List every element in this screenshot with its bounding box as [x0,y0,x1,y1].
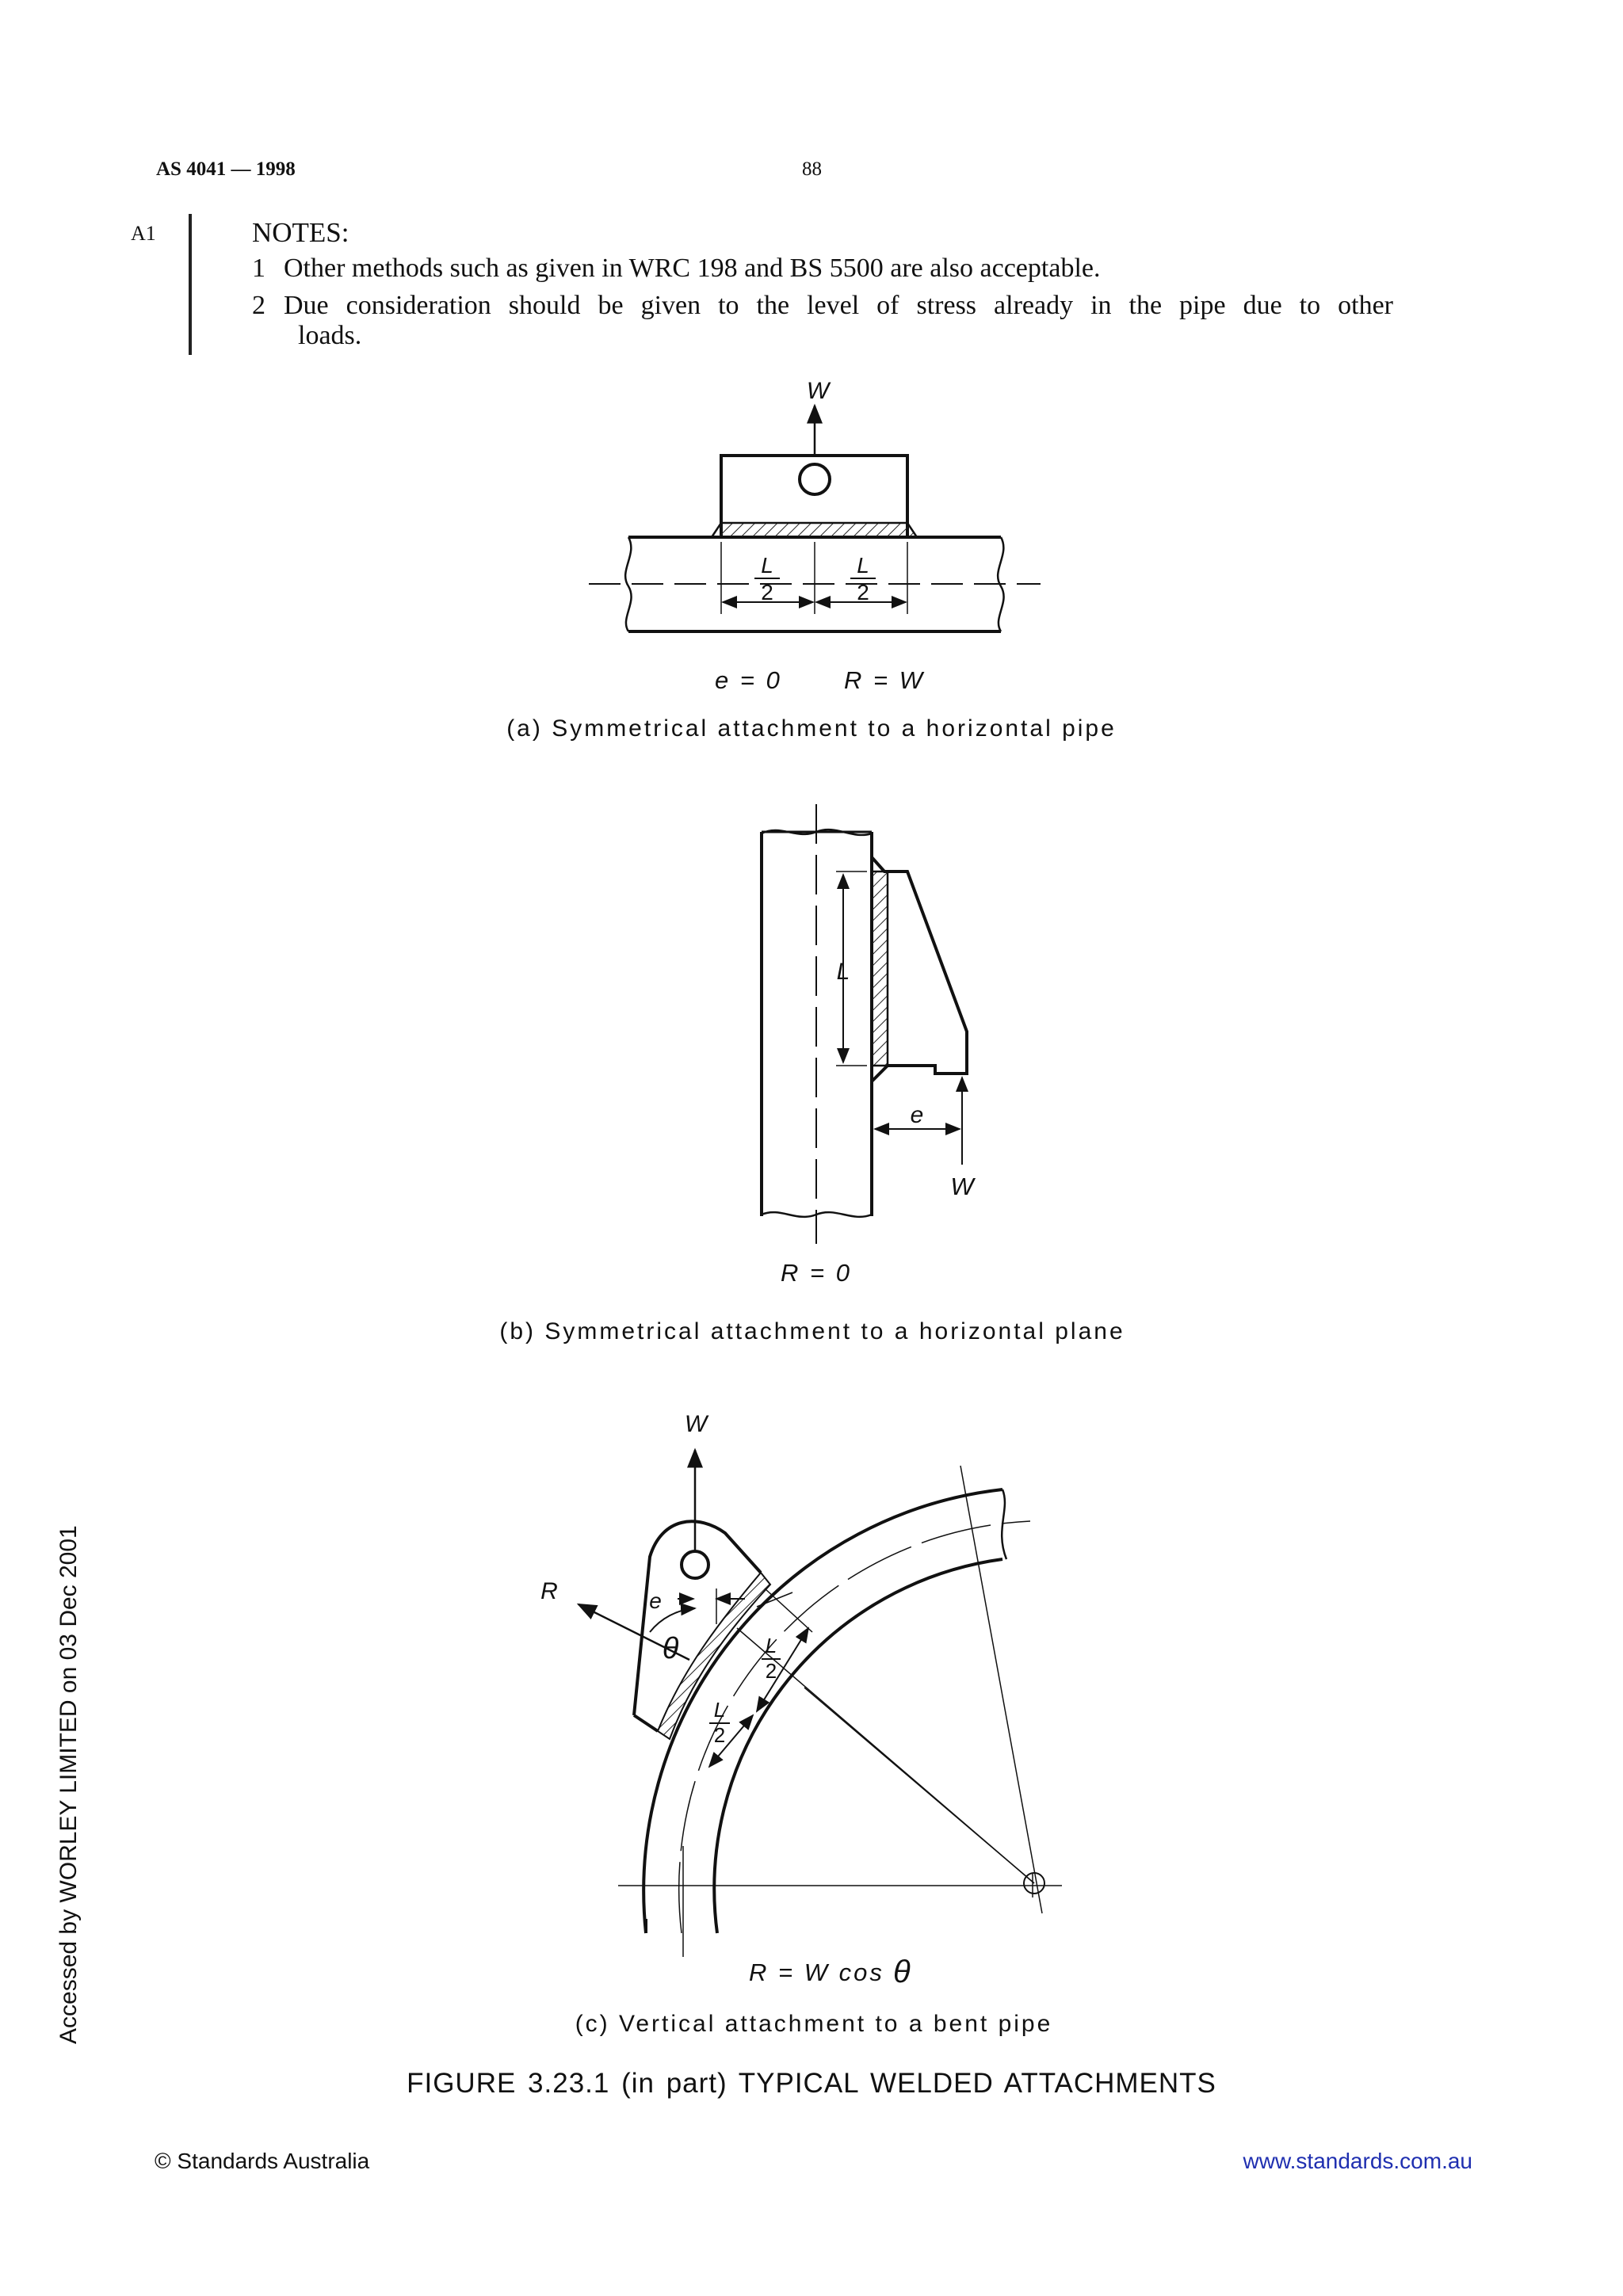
load-label-w: W [806,378,830,404]
half-length-denominator: 2 [713,1723,726,1747]
figure-c [579,1450,1062,1957]
half-length-denominator: 2 [765,1659,777,1683]
standard-number: AS 4041 — 1998 [156,158,296,180]
equation-r-w-cos: R = W cos [749,1958,884,1986]
half-length-numerator: L [713,1698,726,1722]
caption-a: (a) Symmetrical attachment to a horizontal pipe [506,715,1117,742]
reaction-label-r: R [540,1578,558,1604]
figure-a [589,406,1041,631]
note-number: 1 [252,254,265,283]
note-number: 2 [252,291,265,320]
half-length-denominator: 2 [761,580,773,605]
half-length-numerator: L [857,553,869,578]
caption-c: (c) Vertical attachment to a bent pipe [575,2011,1053,2037]
note-text: Due consideration should be given to the level of stress already in the pipe due to other [284,291,1393,320]
eccentricity-label-e: e [649,1589,662,1613]
access-watermark: Accessed by WORLEY LIMITED on 03 Dec 2001 [55,1525,82,2044]
note-text: Other methods such as given in WRC 198 and BS 5500 are also acceptable. [284,254,1101,283]
equation-theta: θ [893,1955,911,1989]
half-length-denominator: 2 [857,580,869,605]
figure-b [762,804,967,1244]
equation-e-zero: e = 0 [715,666,782,694]
length-label-l: L [836,959,850,985]
caption-b: (b) Symmetrical attachment to a horizontal plane [499,1318,1125,1344]
equation-r-equals-w: R = W [844,666,925,694]
notes-heading: NOTES: [252,217,349,248]
footer-copyright: © Standards Australia [155,2149,370,2173]
eccentricity-label-e: e [910,1102,924,1128]
figure-title: FIGURE 3.23.1 (in part) TYPICAL WELDED ATTACHMENTS [407,2068,1216,2099]
footer-website-link[interactable]: www.standards.com.au [1243,2149,1472,2173]
load-label-w: W [684,1411,708,1437]
half-length-numerator: L [765,1634,777,1657]
equation-r-zero: R = 0 [781,1259,852,1287]
amendment-marker: A1 [131,222,156,245]
note-text-continuation: loads. [298,321,362,350]
angle-label-theta: θ [662,1632,679,1665]
half-length-numerator: L [761,553,773,578]
load-label-w: W [950,1173,974,1200]
page-number: 88 [802,158,822,180]
